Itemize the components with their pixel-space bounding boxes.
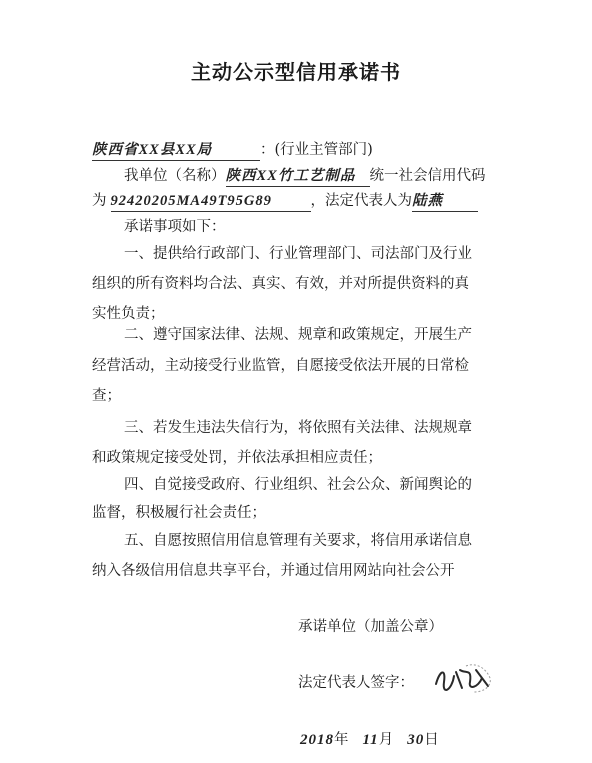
item-3-line-2: 和政策规定接受处罚，并依法承担相应责任； — [92, 450, 382, 466]
item-1-line-2: 组织的所有资料均合法、真实、有效，并对所提供资料的真 — [92, 276, 469, 292]
date-day-label: 日 — [424, 732, 439, 748]
item-3-line-1: 三、若发生违法失信行为，将依照有关法律、法规规章 — [124, 420, 472, 436]
item-2-line-3: 查； — [92, 388, 121, 404]
addressee-line — [92, 140, 373, 161]
signature-label: 法定代表人签字： — [298, 675, 414, 691]
item-1-line-1: 一、提供给行政部门、行业管理部门、司法部门及行业 — [124, 246, 472, 262]
intro-suffix: 统一社会信用代码 — [369, 168, 486, 184]
intro-line2-prefix: 为 — [92, 193, 107, 209]
item-2-line-2: 经营活动，主动接受行业监管，自愿接受依法开展的日常检 — [92, 358, 469, 374]
unit-name: 陕西XX竹工艺制品 — [226, 166, 370, 187]
item-4-line-2: 监督，积极履行社会责任； — [92, 505, 266, 521]
item-5-line-1: 五、自愿按照信用信息管理有关要求，将信用承诺信息 — [124, 533, 472, 549]
intro-line-2 — [92, 191, 478, 212]
addressee-suffix: ：(行业主管部门) — [260, 142, 373, 158]
committing-unit-label: 承诺单位（加盖公章） — [298, 619, 443, 635]
date-month-label: 月 — [378, 732, 394, 748]
intro-prefix: 我单位（名称） — [124, 168, 226, 184]
item-1-line-3: 实性负责； — [92, 306, 165, 322]
item-4-line-1: 四、自觉接受政府、行业组织、社会公众、新闻舆论的 — [124, 477, 472, 493]
intro-line-3: 承诺事项如下： — [124, 219, 226, 235]
date-year: 2018 — [300, 732, 334, 748]
item-2-line-1: 二、遵守国家法律、法规、规章和政策规定，开展生产 — [124, 327, 472, 343]
intro-line-1 — [124, 166, 486, 187]
legal-rep-name: 陆燕 — [412, 191, 478, 212]
legal-rep-signature — [432, 660, 494, 696]
date-month: 11 — [362, 732, 379, 748]
date-year-label: 年 — [334, 732, 349, 748]
addressee-name: 陕西省XX县XX局 — [92, 140, 260, 161]
date-line — [300, 730, 439, 750]
item-5-line-2: 纳入各级信用信息共享平台，并通过信用网站向社会公开 — [92, 563, 455, 579]
credit-code: 92420205MA49T95G89 — [111, 191, 311, 212]
intro-line2-mid: ，法定代表人为 — [310, 193, 412, 209]
document-title: 主动公示型信用承诺书 — [191, 60, 401, 84]
date-day: 30 — [407, 732, 425, 748]
